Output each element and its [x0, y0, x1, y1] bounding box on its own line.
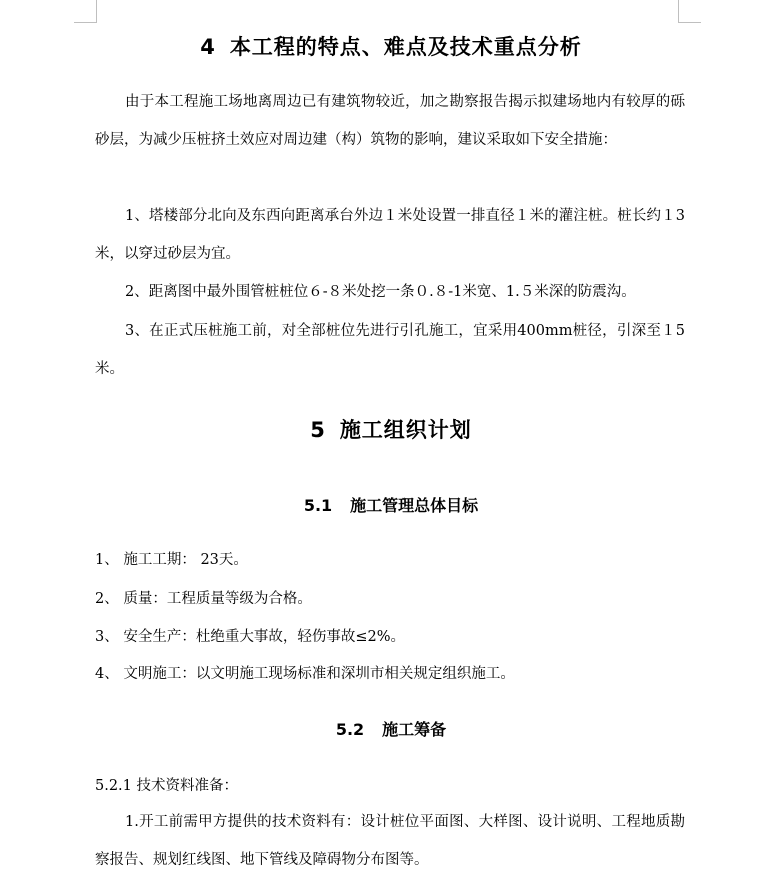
paragraph-intro: 由于本工程施工场地离周边已有建筑物较近，加之勘察报告揭示拟建场地内有较厚的砾砂层，为减少压桩挤土效应对周边建（构）筑物的影响，建议采取如下安全措施：: [95, 94, 685, 148]
heading-title: 施工筹备: [382, 720, 447, 739]
paragraph-tech-docs: 1.开工前需甲方提供的技术资料有：设计桩位平面图、大样图、设计说明、工程地质勘察报告、规划红线图、地下管线及障碍物分布图等。: [95, 814, 685, 868]
paragraph-item-2: 2、距离图中最外围管桩桩位６-８米处挖一条０.８-1米宽、1.５米深的防震沟。: [125, 284, 636, 300]
heading-number: 5.2: [335, 720, 365, 739]
goal-item-1: 1、 施工工期： 23天。: [95, 552, 248, 568]
heading-title: 本工程的特点、难点及技术重点分析: [229, 35, 582, 59]
heading-section-5: [0, 414, 782, 444]
paragraph-item-1: 1、塔楼部分北向及东西向距离承台外边１米处设置一排直径１米的灌注桩。桩长约１3米，以穿过砂层为宜。: [95, 208, 685, 262]
goal-item-2: 2、 质量：工程质量等级为合格。: [95, 591, 312, 607]
heading-number: 5.1: [303, 496, 333, 515]
heading-number: 5: [310, 418, 326, 442]
heading-number: 4: [200, 35, 216, 59]
heading-section-4: [0, 31, 782, 61]
heading-section-5-1: [0, 493, 782, 516]
paragraph-item-3: 3、在正式压桩施工前，对全部桩位先进行引孔施工，宜采用400mm桩径，引深至１5米。: [95, 323, 685, 377]
goal-item-3: 3、 安全生产：杜绝重大事故，轻伤事故≤2%。: [95, 629, 405, 645]
heading-title: 施工组织计划: [339, 418, 472, 442]
subheading-5-2-1: 5.2.1 技术资料准备：: [95, 778, 239, 794]
goal-item-4: 4、 文明施工：以文明施工现场标准和深圳市相关规定组织施工。: [95, 666, 515, 682]
crop-mark-top-left: [74, 0, 97, 23]
crop-mark-top-right: [678, 0, 701, 23]
heading-section-5-2: [0, 717, 782, 740]
heading-title: 施工管理总体目标: [350, 496, 479, 515]
